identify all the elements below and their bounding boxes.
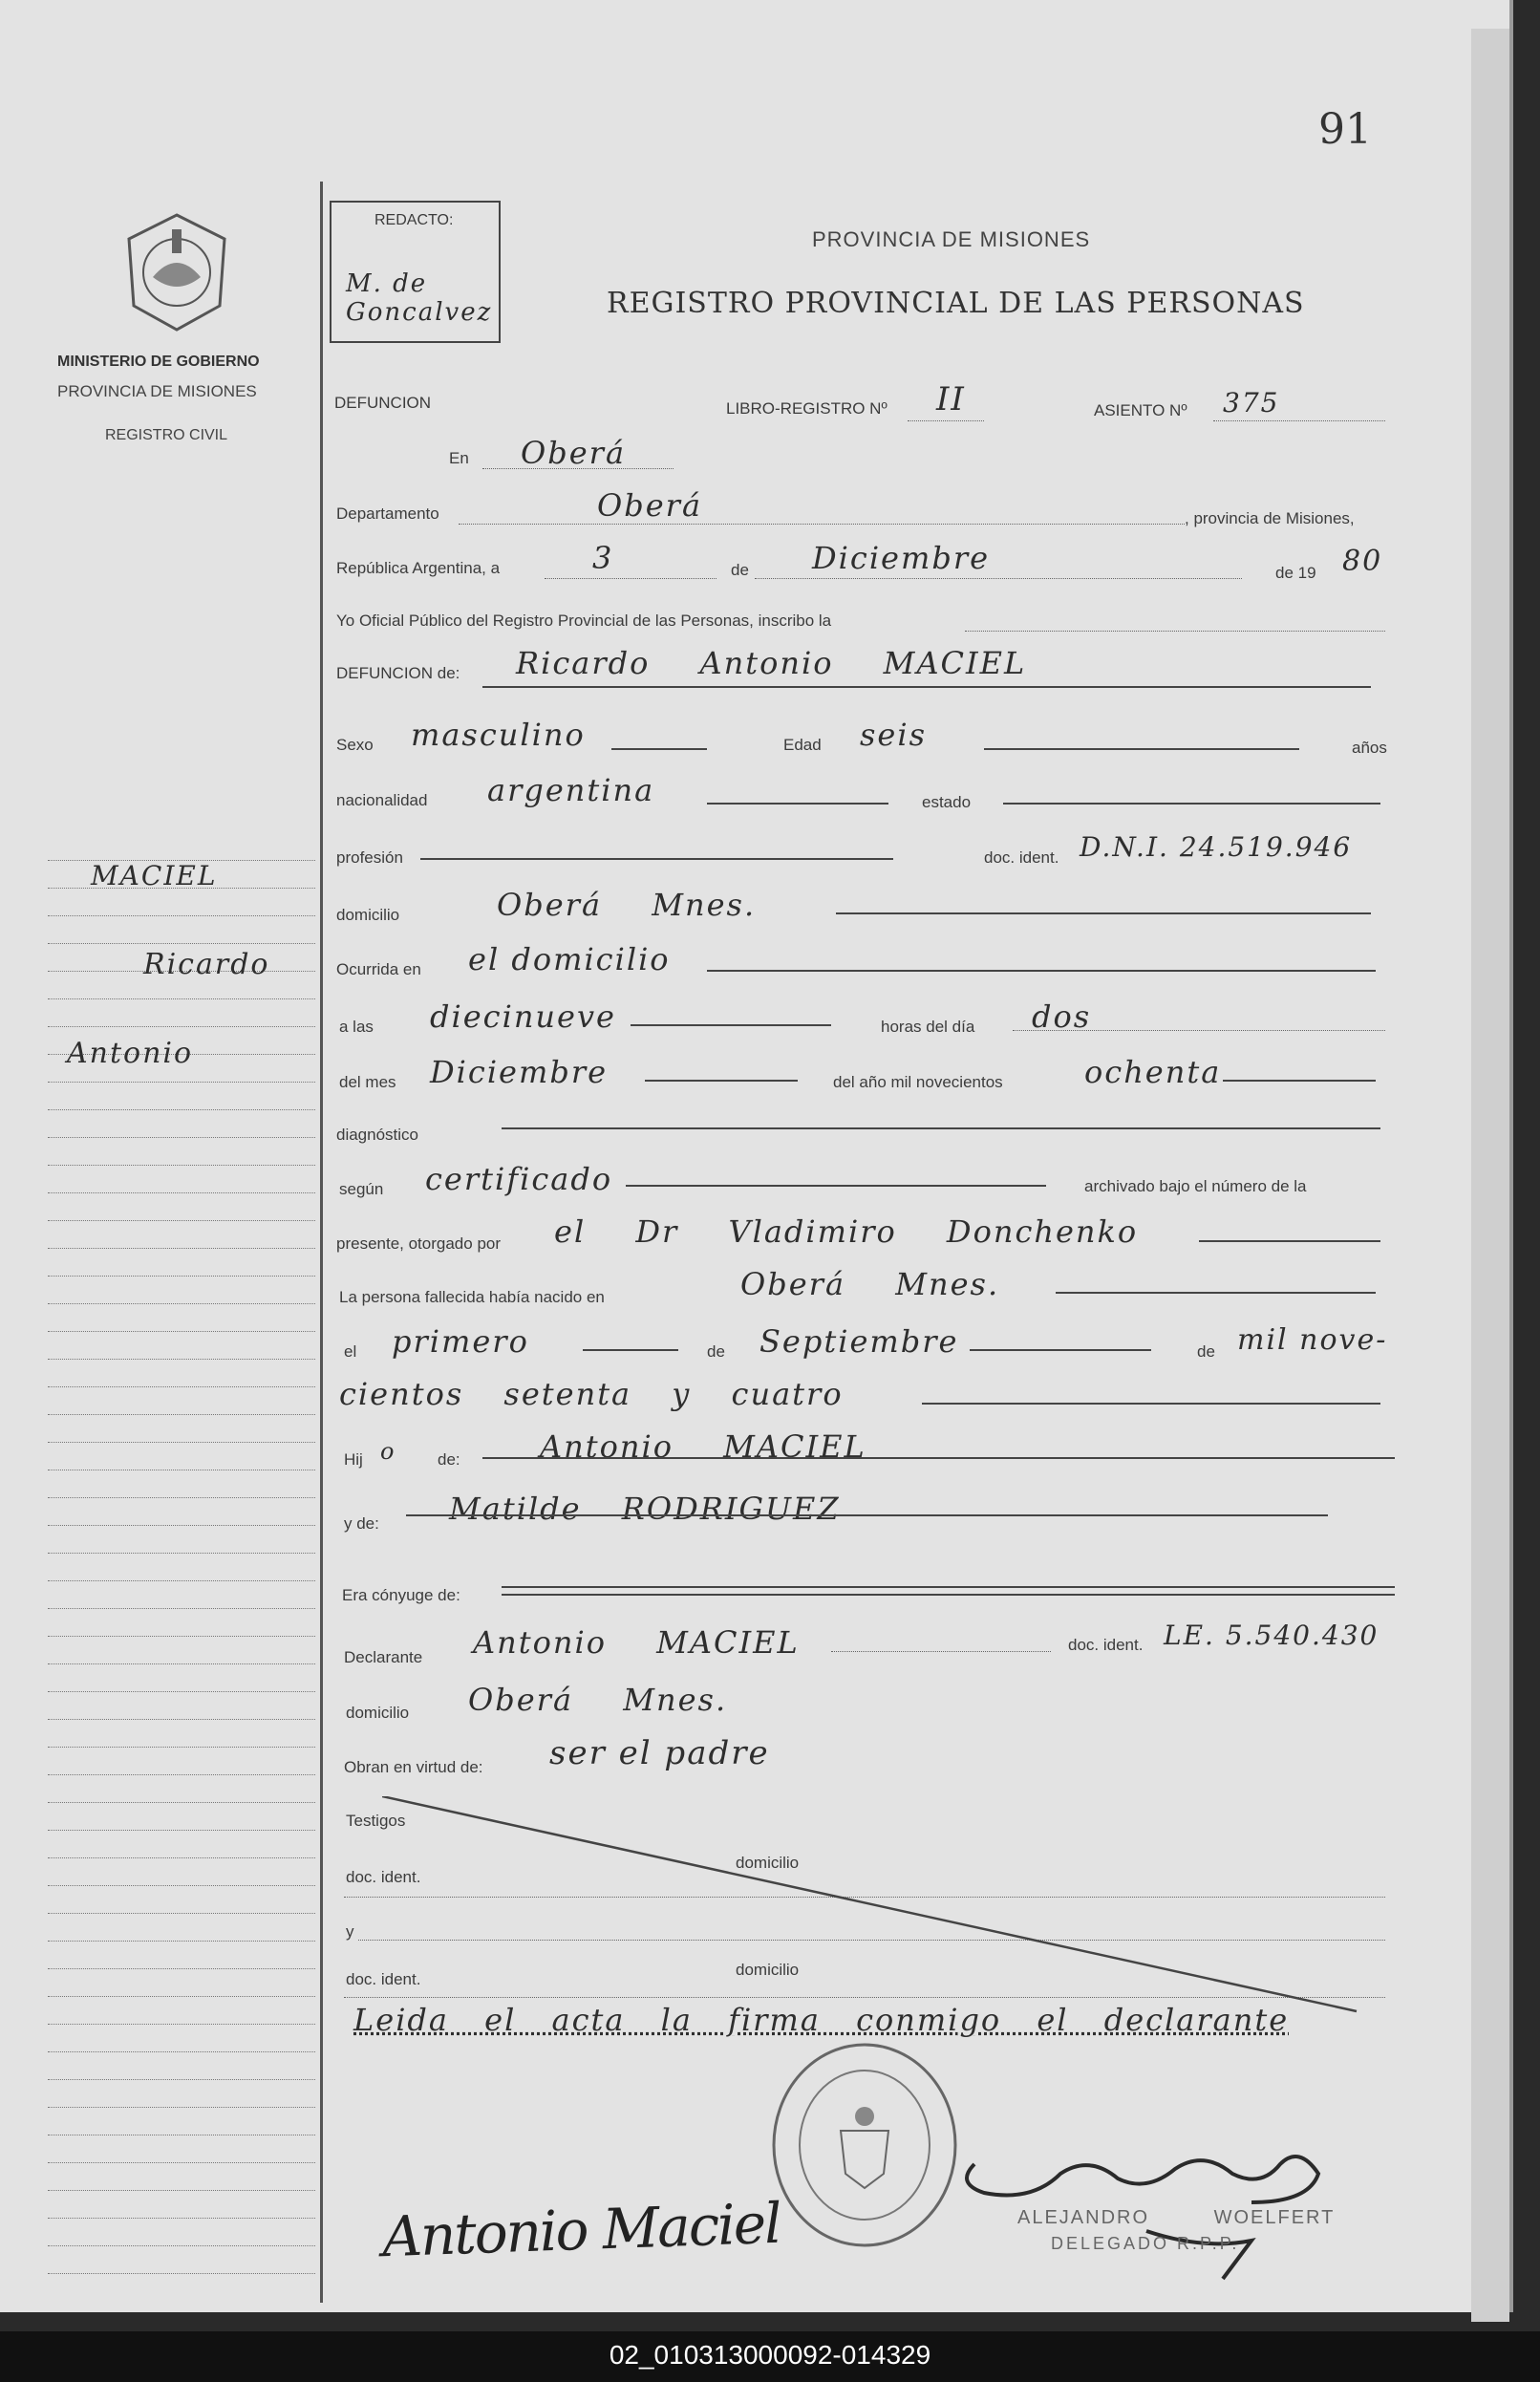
margin-rule-line <box>48 2245 315 2246</box>
margin-rule-line <box>48 2051 315 2052</box>
nac-de2-label: de <box>1197 1342 1215 1361</box>
margin-rule-line <box>48 1802 315 1803</box>
obran-label: Obran en virtud de: <box>344 1758 483 1776</box>
declarante-label: Declarante <box>344 1648 423 1666</box>
margin-rule-line <box>48 1220 315 1221</box>
anio-fallec-value: ochenta <box>1084 1054 1222 1090</box>
margin-rule-line <box>48 1996 315 1997</box>
margin-rule-line <box>48 1747 315 1748</box>
presente-label: presente, otorgado por <box>336 1234 502 1253</box>
margin-rule-line <box>48 1137 315 1138</box>
conyuge-label: Era cónyuge de: <box>342 1586 460 1604</box>
margin-rule-line <box>48 2218 315 2219</box>
declarante-value: Antonio MACIEL <box>473 1624 800 1661</box>
presente-value: el Dr Vladimiro Donchenko <box>554 1213 1139 1250</box>
ministry-line2: PROVINCIA DE MISIONES <box>57 382 257 400</box>
official-name: ALEJANDRO WOELFERT <box>1017 2207 1336 2228</box>
margin-rule-line <box>48 1109 315 1110</box>
nac-dia-value: primero <box>392 1323 529 1360</box>
fallecido-value: Ricardo Antonio MACIEL <box>516 645 1027 681</box>
segun-value: certificado <box>425 1161 613 1197</box>
anio-mil-label: del año mil novecientos <box>833 1073 1003 1091</box>
sexo-value: masculino <box>411 717 586 753</box>
margin-rule-line <box>48 1303 315 1304</box>
asiento-value: 375 <box>1223 387 1280 418</box>
mes-value: Diciembre <box>812 540 991 576</box>
archivado-label: archivado bajo el número de la <box>1084 1177 1307 1195</box>
margin-rule-line <box>48 1331 315 1332</box>
margin-rule-line <box>48 1580 315 1581</box>
margin-rule-line <box>48 2079 315 2080</box>
padre-value: Antonio MACIEL <box>540 1428 866 1465</box>
t2-doc-label: doc. ident. <box>346 1970 421 1988</box>
alas-label: a las <box>339 1018 374 1036</box>
dia-fallec-value: dos <box>1032 998 1092 1035</box>
edad-label: Edad <box>783 736 822 754</box>
depto-value: Oberá <box>597 487 703 524</box>
margin-rule-line <box>48 1774 315 1775</box>
margin-rule-line <box>48 998 315 999</box>
de-label: de <box>731 561 749 579</box>
edad-value: seis <box>860 717 928 753</box>
defuncion-label: DEFUNCION <box>334 394 432 412</box>
margin-rule-line <box>48 2162 315 2163</box>
leida-value: Leida el acta la firma conmigo el declarante <box>353 2002 1290 2038</box>
margin-rule-line <box>48 1248 315 1249</box>
libro-label: LIBRO-REGISTRO Nº <box>726 399 888 418</box>
margin-rule-line <box>48 1691 315 1692</box>
madre-value: Matilde RODRIGUEZ <box>449 1491 841 1527</box>
asiento-label: ASIENTO Nº <box>1094 401 1187 419</box>
horas-label: horas del día <box>881 1018 975 1036</box>
nac-mes-value: Septiembre <box>759 1323 959 1360</box>
official-role: DELEGADO R.P.P. <box>1051 2234 1240 2253</box>
decl-doc-value: LE. 5.540.430 <box>1164 1620 1380 1651</box>
margin-rule-line <box>48 1192 315 1193</box>
ministry-line1: MINISTERIO DE GOBIERNO <box>57 354 260 370</box>
el-label: el <box>344 1342 357 1361</box>
segun-label: según <box>339 1180 384 1198</box>
profesion-label: profesión <box>336 848 403 867</box>
dia-value: 3 <box>592 540 614 576</box>
page-number: 91 <box>1318 105 1372 154</box>
official-signature <box>936 2097 1347 2288</box>
redacto-label: REDACTO: <box>374 212 454 228</box>
en-value: Oberá <box>521 435 627 471</box>
redacto-box <box>330 201 501 343</box>
anios-label: años <box>1352 739 1387 757</box>
margin-rule-line <box>48 2024 315 2025</box>
margin-name2: Antonio <box>67 1037 194 1070</box>
republica-label: República Argentina, a <box>336 559 501 577</box>
margin-ruled-lines <box>48 0 315 2312</box>
margin-rule-line <box>48 1830 315 1831</box>
defuncion-de-label: DEFUNCION de: <box>336 664 460 682</box>
margin-rule-line <box>48 1719 315 1720</box>
margin-rule-line <box>48 1386 315 1387</box>
margin-rule-line <box>48 1497 315 1498</box>
cancel-diagonal-line <box>382 1796 1366 2016</box>
margin-name1: Ricardo <box>143 948 270 981</box>
official-stamp-icon <box>769 2040 960 2250</box>
margin-rule-line <box>48 1913 315 1914</box>
margin-rule-line <box>48 1636 315 1637</box>
domicilio-value: Oberá Mnes. <box>497 887 757 923</box>
image-id-footer: 02_010313000092-014329 <box>0 2331 1540 2382</box>
ocurrida-label: Ocurrida en <box>336 960 421 978</box>
nac-de-label: de <box>707 1342 725 1361</box>
margin-rule-line <box>48 943 315 944</box>
obran-value: ser el padre <box>549 1734 770 1772</box>
margin-rule-line <box>48 1553 315 1554</box>
margin-rule-line <box>48 2273 315 2274</box>
margin-rule-line <box>48 2190 315 2191</box>
redacto-value: M. de Goncalvez <box>346 269 493 327</box>
diagnostico-label: diagnóstico <box>336 1126 419 1144</box>
hijo-suffix: o <box>380 1438 396 1465</box>
header-province: PROVINCIA DE MISIONES <box>812 227 1091 251</box>
margin-rule-line <box>48 1525 315 1526</box>
margin-rule-line <box>48 1082 315 1083</box>
t1-doc-label: doc. ident. <box>346 1868 421 1886</box>
en-label: En <box>449 449 469 467</box>
depto-label: Departamento <box>336 504 439 523</box>
t2-dom-label: domicilio <box>736 1961 800 1979</box>
margin-rule-line <box>48 1165 315 1166</box>
testigos-label: Testigos <box>346 1812 406 1830</box>
provincia-suffix: , provincia de Misiones, <box>1185 509 1355 527</box>
margin-rule-line <box>48 1359 315 1360</box>
nacido-value: Oberá Mnes. <box>740 1266 1000 1302</box>
margin-rule-line <box>48 1026 315 1027</box>
margin-rule-line <box>48 1276 315 1277</box>
header-title: REGISTRO PROVINCIAL DE LAS PERSONAS <box>607 287 1305 320</box>
margin-rule-line <box>48 2107 315 2108</box>
anio-value: 80 <box>1342 545 1383 578</box>
nacionalidad-label: nacionalidad <box>336 791 428 809</box>
ministry-line3: REGISTRO CIVIL <box>105 427 228 443</box>
nac-anio-value2: cientos setenta y cuatro <box>339 1376 844 1412</box>
hora-value: diecinueve <box>430 998 616 1035</box>
anio-prefix: de 19 <box>1275 564 1316 582</box>
delmes-label: del mes <box>339 1073 396 1091</box>
nacionalidad-value: argentina <box>487 772 655 808</box>
margin-rule-line <box>48 1608 315 1609</box>
decl-doc-label: doc. ident. <box>1068 1636 1144 1654</box>
hijo-de-label: de: <box>438 1450 460 1469</box>
ocurrida-value: el domicilio <box>468 941 671 977</box>
nac-anio-value1: mil nove- <box>1237 1323 1388 1357</box>
margin-rule-line <box>48 1857 315 1858</box>
margin-surname: MACIEL <box>91 860 218 891</box>
margin-rule-line <box>48 1941 315 1942</box>
t1-dom-label: domicilio <box>736 1854 800 1872</box>
margin-rule-line <box>48 1442 315 1443</box>
decl-dom-label: domicilio <box>346 1704 410 1722</box>
margin-rule-line <box>48 1885 315 1886</box>
margin-rule-line <box>48 1968 315 1969</box>
mes-fallec-value: Diciembre <box>430 1054 609 1090</box>
margin-divider <box>320 182 323 2303</box>
y-label: y <box>346 1922 354 1941</box>
libro-value: II <box>936 380 966 418</box>
oficial-text: Yo Oficial Público del Registro Provincial de las Personas, inscribo la <box>336 612 832 630</box>
yde-label: y de: <box>344 1514 379 1533</box>
hijo-label: Hij <box>344 1450 363 1469</box>
doc-value: D.N.I. 24.519.946 <box>1080 831 1353 863</box>
decl-dom-value: Oberá Mnes. <box>468 1682 728 1718</box>
margin-rule-line <box>48 915 315 916</box>
margin-rule-line <box>48 1663 315 1664</box>
estado-label: estado <box>922 793 972 811</box>
nacido-label: La persona fallecida había nacido en <box>339 1288 605 1306</box>
doc-label: doc. ident. <box>984 848 1059 867</box>
page-edge <box>1471 29 1509 2322</box>
declarant-signature: Antonio Maciel <box>380 2190 781 2270</box>
stamp-text <box>764 1959 784 1960</box>
sexo-label: Sexo <box>336 736 374 754</box>
domicilio-label: domicilio <box>336 906 400 924</box>
margin-rule-line <box>48 1414 315 1415</box>
